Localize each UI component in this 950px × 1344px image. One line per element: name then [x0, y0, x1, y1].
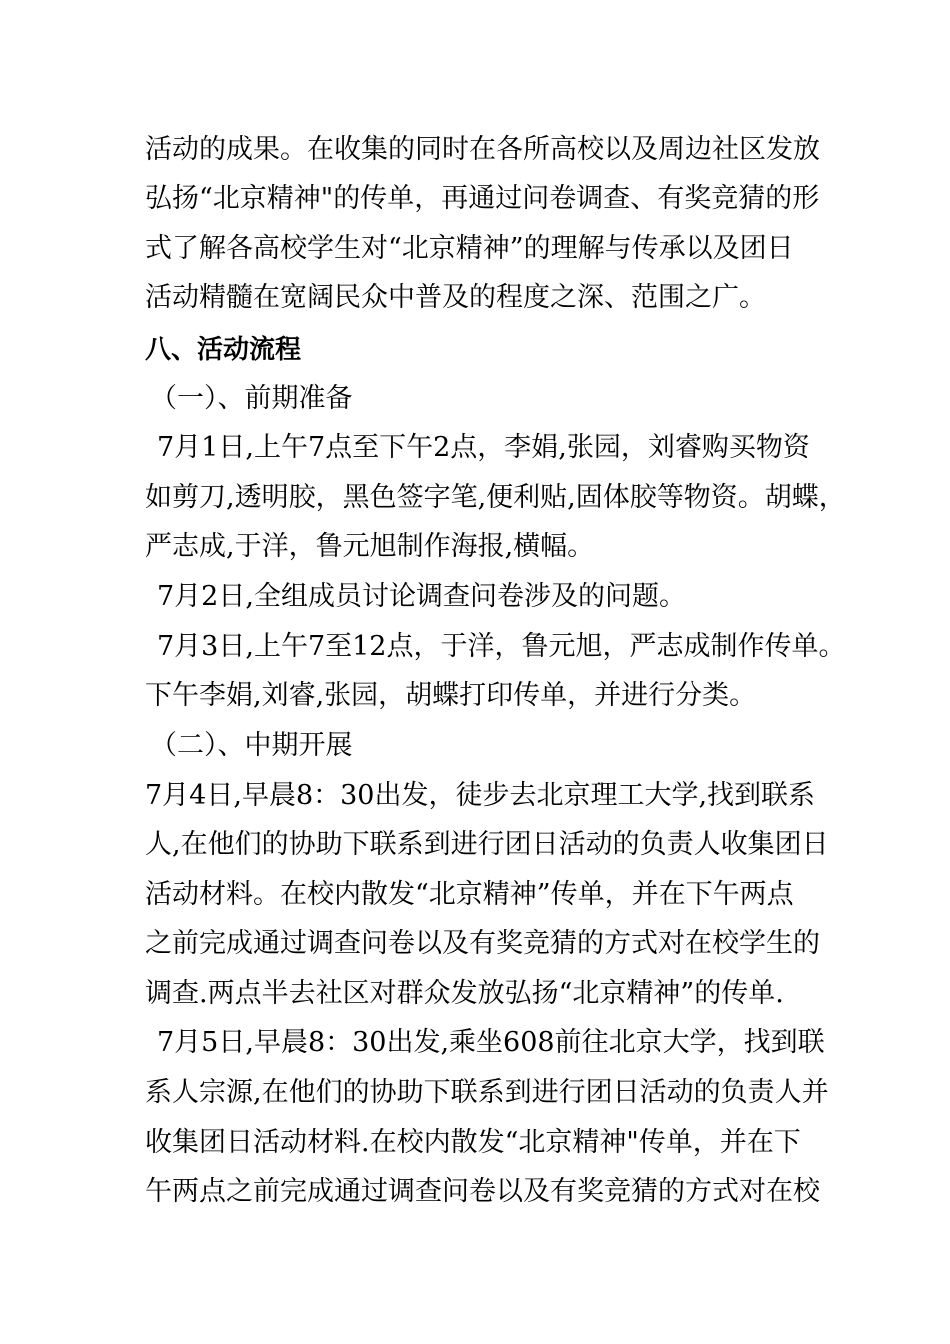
paragraph-line: 弘扬“北京精神"的传单，再通过问卷调查、有奖竞猜的形 — [145, 183, 820, 214]
paragraph-line: 7月3日,上午7至12点，于洋，鲁元旭，严志成制作传单。 — [157, 631, 846, 662]
paragraph-line: 严志成,于洋，鲁元旭制作海报,横幅。 — [145, 531, 595, 562]
paragraph-line: 活动精髓在宽阔民众中普及的程度之深、范围之广。 — [145, 282, 766, 313]
section-heading: 八、活动流程 — [145, 335, 302, 365]
paragraph-line: 下午李娟,刘睿,张园，胡蝶打印传单，并进行分类。 — [145, 680, 757, 711]
paragraph-line: 如剪刀,透明胶，黑色签字笔,便利贴,固体胶等物资。胡蝶， — [145, 482, 846, 513]
paragraph-line: 调查.两点半去社区对群众发放弘扬“北京精神”的传单. — [145, 978, 784, 1009]
paragraph-line: 人,在他们的协助下联系到进行团日活动的负责人收集团日 — [145, 829, 829, 860]
paragraph-line: 系人宗源,在他们的协助下联系到进行团日活动的负责人并 — [145, 1077, 829, 1108]
paragraph-line: 7月5日,早晨8：30出发,乘坐608前往北京大学，找到联 — [157, 1027, 825, 1058]
paragraph-line: 活动材料。在校内散发“北京精神”传单，并在下午两点 — [145, 879, 794, 910]
paragraph-line: 之前完成通过调查问卷以及有奖竞猜的方式对在校学生的 — [145, 928, 820, 959]
paragraph-line: 收集团日活动材料.在校内散发“北京精神"传单，并在下 — [145, 1127, 801, 1158]
paragraph-line: 7月1日,上午7点至下午2点，李娟,张园，刘睿购买物资 — [157, 432, 810, 463]
paragraph-line: 午两点之前完成通过调查问卷以及有奖竞猜的方式对在校 — [145, 1176, 820, 1207]
paragraph-line: 7月4日,早晨8：30出发，徒步去北京理工大学,找到联系 — [145, 780, 816, 811]
subsection-heading: （一）、前期准备 — [150, 383, 353, 414]
subsection-heading: （二）、中期开展 — [150, 730, 353, 761]
paragraph-line: 7月2日,全组成员讨论调查问卷涉及的问题。 — [157, 581, 686, 612]
paragraph-line: 式了解各高校学生对“北京精神”的理解与传承以及团日 — [145, 233, 794, 264]
paragraph-line: 活动的成果。在收集的同时在各所高校以及周边社区发放 — [145, 134, 820, 165]
